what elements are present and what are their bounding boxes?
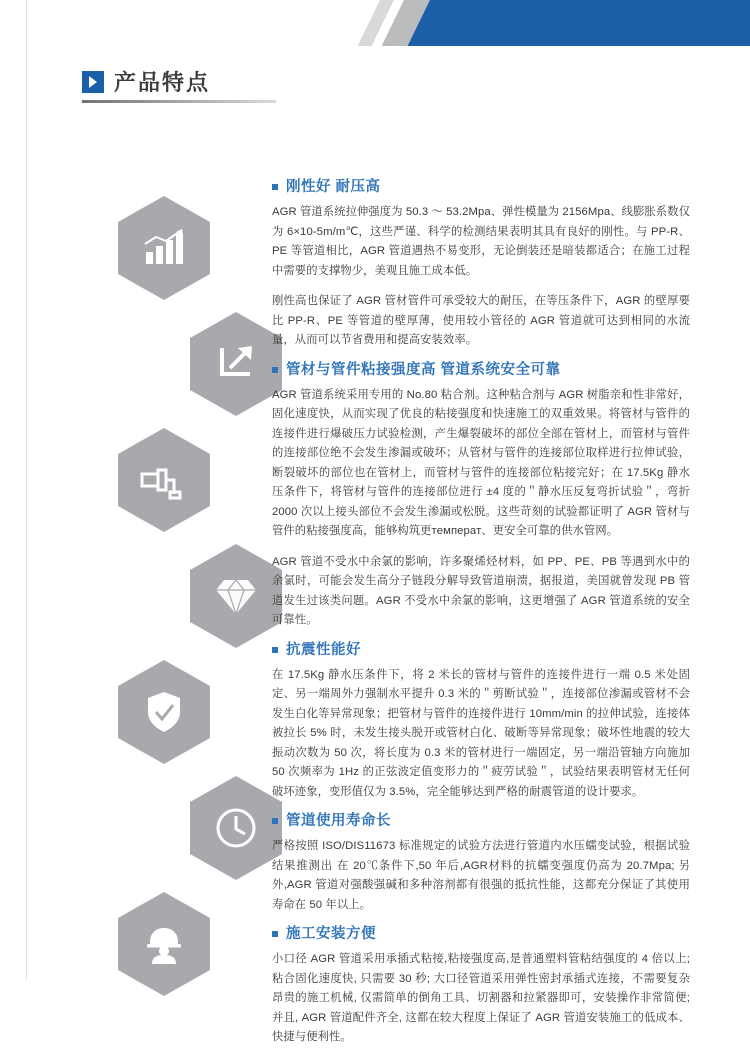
hex-icon-chart (118, 196, 210, 300)
page-title (82, 66, 512, 97)
feature-paragraph: 刚性高也保证了 AGR 管材管件可承受较大的耐压，在等压条件下，AGR 的壁厚要比 PP-R、PE 等管道的壁厚薄，使用较小管径的 AGR 管道就可达到相同的水流量，从而可以节省费用和提高安装效率。 (272, 295, 690, 346)
clock-icon (214, 806, 258, 850)
arrow-bend-icon (214, 342, 258, 386)
feature-block-2 (272, 361, 690, 631)
feature-block-1 (272, 178, 690, 351)
feature-title: 施工安装方便 (272, 925, 690, 943)
section-title-text: 产品特点 (114, 70, 211, 95)
content-column (272, 178, 690, 1058)
feature-block-4 (272, 812, 690, 915)
hex-icon-worker (118, 892, 210, 996)
feature-title: 刚性好 耐压高 (272, 178, 690, 196)
feature-title: 抗震性能好 (272, 641, 690, 659)
hex-icon-shield (118, 660, 210, 764)
left-vertical-rule (26, 0, 27, 981)
feature-paragraph: 在 17.5Kg 静水压条件下，将 2 米长的管材与管件的连接件进行一端 0.5 米处固定、另一端周外力强制水平提升 0.3 米的＂剪断试验＂，连接部位渗漏或管材不会发生白化等异常现象；把管材与管件的连接件进行 10mm/min 的拉伸试验，连接体被拉长 5% 时，未发生接头脱开或管材白化、破断等异常现象；破坏性地震的较大振动次数为 50 次，将长度为 0.3 米的管材进行一端固定，另一端沿管轴方向施加 50 次频率为 1Hz 的正弦波定值变形力的＂疲劳试验＂，试验结果表明管材无任何破坏迹象，变形值仅为 3.5%，完全能够达到严格的耐震管道的设计要求。 (272, 668, 690, 798)
feature-paragraph: AGR 管道系统拉伸强度为 50.3 ～ 53.2Mpa、弹性模量为 2156Mpa、线膨胀系数仅为 6×10-5m/m℃，这些严谨、科学的检测结果表明其具有良好的刚性。与 PP-R、PE 等管道相比，AGR 管道遇热不易变形，无论倒装还是暗装都适合；在施工过程中需要的支撑物少，美观且施工成本低。 (272, 206, 690, 277)
feature-block-3 (272, 641, 690, 803)
banner-blue-block (458, 0, 750, 46)
top-banner (0, 0, 750, 46)
title-underline (82, 100, 276, 103)
feature-title: 管道使用寿命长 (272, 812, 690, 830)
shield-icon (144, 690, 184, 734)
feature-paragraph: 严格按照 ISO/DIS11673 标准规定的试验方法进行管道内水压蠕变试验，根据试验结果推测出 在 20℃条件下,50 年后,AGR材料的抗蠕变强度仍高为 20.7Mpa; 另外,AGR 管道对强酸强碱和多种溶剂都有很强的抵抗性能，这都充分保证了其使用寿命在 50 年以上。 (272, 840, 690, 911)
hex-icon-arrow (190, 312, 282, 416)
hex-icon-pipe (118, 428, 210, 532)
icon-column (118, 196, 298, 1008)
feature-paragraph: AGR 管道系统采用专用的 No.80 粘合剂。这种粘合剂与 AGR 树脂亲和性非常好，固化速度快，从而实现了优良的粘接强度和快速施工的双重效果。将管材与管件的连接件进行爆破压力试验检测，产生爆裂破坏的部位全部在管材上，而管材与管件的连接部位绝不会发生渗漏或破坏；从管材与管件的连接部位取样进行拉伸试验，断裂破坏的部位也在管材上，而管材与管件的连接部位粘接完好；在 17.5Kg 静水压条件下，将管材与管件的连接部位进行 ±4 度的＂静水压反复弯折试验＂，弯折 2000 次以上接头部位不会发生渗漏或松脱。这些苛刻的试验都证明了 AGR 管材与管件的粘接强度高，能够构筑更температ、更安全可靠的供水管网。 (272, 388, 690, 537)
bar-chart-growth-icon (142, 228, 186, 268)
feature-paragraph: 小口径 AGR 管道采用承插式粘接,粘接强度高,是普通塑料管粘结强度的 4 倍以上; 粘合固化速度快, 只需要 30 秒; 大口径管道采用弹性密封承插式连接，不需要复杂昂贵的施工机械, 仅需简单的倒角工具、切割器和拉紧器即可，安装操作非常简便; 并且, AGR 管道配件齐全, 这都在较大程度上保证了 AGR 管道安装施工的低成本、快捷与便利性。 (272, 953, 690, 1043)
arrow-right-icon (82, 71, 104, 93)
hex-icon-diamond (190, 544, 282, 648)
pipe-fitting-icon (140, 460, 188, 500)
diamond-icon (214, 576, 258, 616)
feature-title: 管材与管件粘接强度高 管道系统安全可靠 (272, 361, 690, 379)
hex-icon-clock (190, 776, 282, 880)
feature-paragraph: AGR 管道不受水中余氯的影响，许多聚烯烃材料，如 PP、PE、PB 等遇到水中的余氯时，可能会发生高分子链段分解导致管道崩溃，据报道，美国就曾发现 PB 管道发生过该类问题。AGR 不受水中余氯的影响，这更增强了 AGR 管道系统的安全可靠性。 (272, 555, 690, 626)
worker-helmet-icon (142, 922, 186, 966)
feature-block-5 (272, 925, 690, 1048)
